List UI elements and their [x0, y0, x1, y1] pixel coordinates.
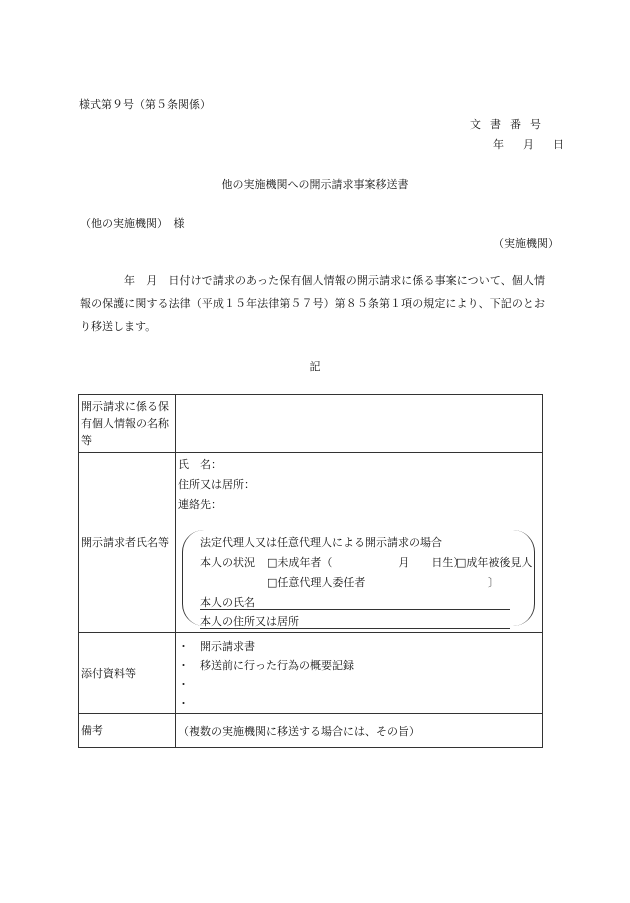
attachment-item: ・ — [178, 697, 189, 710]
minor-option[interactable]: □未成年者（ 月 日生） — [267, 556, 465, 569]
table-row — [79, 453, 543, 633]
remarks-cell: （複数の実施機関に移送する場合には、その旨） — [176, 714, 543, 748]
info-name-cell[interactable] — [176, 395, 543, 453]
requester-cell — [176, 453, 543, 633]
address-label: 住所又は居所： — [178, 478, 255, 491]
principal-address-label: 本人の住所又は居所 — [200, 616, 510, 629]
guardian-option[interactable]: □成年被後見人 — [456, 556, 533, 569]
principal-name-label: 本人の氏名 — [200, 597, 510, 610]
attachment-item: ・ — [178, 678, 189, 691]
row-label-requester: 開示請求者氏名等 — [79, 453, 176, 633]
contact-label: 連絡先： — [178, 498, 222, 511]
details-table — [78, 394, 543, 748]
attachments-cell — [176, 633, 543, 714]
table-row — [79, 714, 543, 748]
row-label-info-name: 開示請求に係る保有個人情報の名称等 — [79, 395, 176, 453]
status-label: 本人の状況 — [200, 556, 255, 569]
name-label: 氏 名： — [178, 458, 222, 471]
attachment-item: ・ 移送前に行った行為の概要記録 — [178, 659, 354, 672]
row-label-remarks: 備考 — [79, 714, 176, 748]
form-number: 様式第９号（第５条関係） — [79, 98, 211, 111]
row-label-attachments: 添付資料等 — [79, 633, 176, 714]
body-paragraph: 年 月 日付けで請求のあった保有個人情報の開示請求に係る事案について、個人情報の保護に関する法律（平成１５年法律第５７号）第８５条第１項の規定により、下記のとおり移送します。 — [80, 274, 545, 333]
document-number: 文書番号 — [470, 118, 550, 131]
bracket-close: 〕 — [488, 576, 499, 589]
attachment-item: ・ 開示請求書 — [178, 640, 255, 653]
document-date: 年 月 日 — [493, 138, 568, 151]
sender: （実施機関） — [493, 237, 559, 250]
proxy-option[interactable]: □任意代理人委任者 — [267, 576, 366, 589]
document-title: 他の実施機関への開示請求事案移送書 — [221, 178, 409, 191]
ki-heading: 記 — [309, 360, 321, 373]
recipient: （他の実施機関） 様 — [80, 217, 185, 230]
table-row — [79, 395, 543, 453]
proxy-heading: 法定代理人又は任意代理人による開示請求の場合 — [200, 536, 442, 549]
table-row — [79, 633, 543, 714]
